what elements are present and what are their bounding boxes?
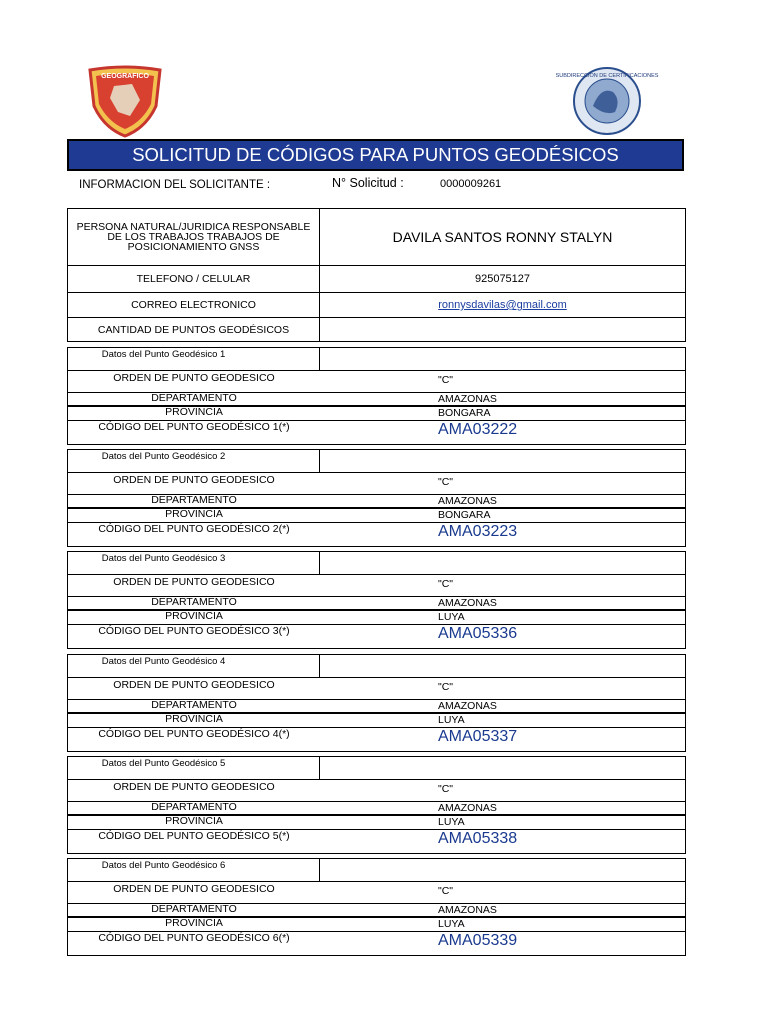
code-label: CÓDIGO DEL PUNTO GEODÉSICO 6(*): [98, 932, 290, 944]
orden-value: "C": [438, 783, 454, 795]
departamento-value: AMAZONAS: [438, 802, 497, 814]
code-value: AMA03223: [438, 523, 518, 540]
point-header: [68, 655, 685, 678]
orden-value: "C": [438, 681, 454, 693]
point-header: [68, 348, 685, 371]
code-label: CÓDIGO DEL PUNTO GEODÉSICO 5(*): [98, 830, 290, 842]
departamento-label: DEPARTAMENTO: [151, 699, 237, 711]
departamento-label: DEPARTAMENTO: [151, 903, 237, 915]
orden-label: ORDEN DE PUNTO GEODESICO: [113, 372, 275, 384]
code-value: AMA05336: [438, 625, 518, 642]
point-block-5: [67, 756, 686, 854]
orden-value: "C": [438, 578, 454, 590]
code-label: CÓDIGO DEL PUNTO GEODÉSICO 4(*): [98, 728, 290, 740]
svg-text:SUBDIRECCION DE CERTIFICACIONE: SUBDIRECCION DE CERTIFICACIONES: [555, 73, 659, 79]
point-title: Datos del Punto Geodésico 1: [68, 348, 320, 370]
page-title: SOLICITUD DE CÓDIGOS PARA PUNTOS GEODÉSICOS: [67, 139, 684, 171]
code-label: CÓDIGO DEL PUNTO GEODÉSICO 1(*): [98, 421, 290, 433]
provincia-label: PROVINCIA: [165, 713, 223, 725]
provincia-value: LUYA: [438, 714, 465, 726]
code-value: AMA05338: [438, 830, 518, 847]
provincia-value: LUYA: [438, 918, 465, 930]
orden-label: ORDEN DE PUNTO GEODESICO: [113, 679, 275, 691]
departamento-value: AMAZONAS: [438, 904, 497, 916]
orden-label: ORDEN DE PUNTO GEODESICO: [113, 576, 275, 588]
code-label: CÓDIGO DEL PUNTO GEODÉSICO 2(*): [98, 523, 290, 535]
email-label: CORREO ELECTRONICO: [68, 293, 320, 317]
departamento-label: DEPARTAMENTO: [151, 801, 237, 813]
point-block-1: [67, 347, 686, 445]
applicant-row-points-count: [68, 318, 685, 341]
point-block-2: [67, 449, 686, 547]
point-block-3: [67, 551, 686, 649]
departamento-label: DEPARTAMENTO: [151, 494, 237, 506]
applicant-row-responsible: [68, 209, 685, 266]
applicant-row-phone: [68, 266, 685, 293]
orden-label: ORDEN DE PUNTO GEODESICO: [113, 781, 275, 793]
code-label: CÓDIGO DEL PUNTO GEODÉSICO 3(*): [98, 625, 290, 637]
provincia-value: BONGARA: [438, 509, 491, 521]
point-title: Datos del Punto Geodésico 5: [68, 757, 320, 779]
provincia-label: PROVINCIA: [165, 917, 223, 929]
responsible-label: PERSONA NATURAL/JURIDICA RESPONSABLE DE LOS TRABAJOS TRABAJOS DE POSICIONAMIENTO GNSS: [68, 209, 320, 265]
phone-value: 925075127: [474, 273, 531, 285]
applicant-row-email: [68, 293, 685, 318]
orden-value: "C": [438, 374, 454, 386]
code-value: AMA05337: [438, 728, 518, 745]
departamento-value: AMAZONAS: [438, 495, 497, 507]
responsible-value: DAVILA SANTOS RONNY STALYN: [392, 229, 613, 245]
applicant-info-label: INFORMACION DEL SOLICITANTE :: [79, 179, 271, 191]
departamento-value: AMAZONAS: [438, 393, 497, 405]
solicitud-number-value: 0000009261: [440, 178, 502, 190]
provincia-value: BONGARA: [438, 407, 491, 419]
orden-value: "C": [438, 885, 454, 897]
point-title: Datos del Punto Geodésico 3: [68, 552, 320, 574]
point-header: [68, 859, 685, 882]
code-value: AMA05339: [438, 932, 518, 949]
point-header: [68, 757, 685, 780]
provincia-label: PROVINCIA: [165, 610, 223, 622]
departamento-label: DEPARTAMENTO: [151, 596, 237, 608]
point-header: [68, 552, 685, 575]
point-header: [68, 450, 685, 473]
code-value: AMA03222: [438, 421, 518, 438]
orden-value: "C": [438, 476, 454, 488]
orden-label: ORDEN DE PUNTO GEODESICO: [113, 474, 275, 486]
points-count-value: [320, 318, 685, 341]
email-link[interactable]: ronnysdavilas@gmail.com: [438, 299, 567, 311]
phone-label: TELEFONO / CELULAR: [68, 266, 320, 292]
provincia-label: PROVINCIA: [165, 406, 223, 418]
certification-seal-logo-icon: [555, 66, 659, 136]
points-count-label: CANTIDAD DE PUNTOS GEODÉSICOS: [68, 318, 320, 341]
provincia-value: LUYA: [438, 816, 465, 828]
point-title: Datos del Punto Geodésico 2: [68, 450, 320, 472]
applicant-table: [67, 208, 686, 342]
provincia-label: PROVINCIA: [165, 815, 223, 827]
point-title: Datos del Punto Geodésico 6: [68, 859, 320, 881]
point-block-4: [67, 654, 686, 752]
departamento-value: AMAZONAS: [438, 597, 497, 609]
provincia-label: PROVINCIA: [165, 508, 223, 520]
solicitud-number-label: N° Solicitud :: [332, 176, 404, 190]
svg-text:GEOGRAFICO: GEOGRAFICO: [101, 73, 149, 80]
departamento-label: DEPARTAMENTO: [151, 392, 237, 404]
ign-shield-logo-icon: [86, 66, 164, 138]
provincia-value: LUYA: [438, 611, 465, 623]
point-block-6: [67, 858, 686, 956]
departamento-value: AMAZONAS: [438, 700, 497, 712]
orden-label: ORDEN DE PUNTO GEODESICO: [113, 883, 275, 895]
point-title: Datos del Punto Geodésico 4: [68, 655, 320, 677]
